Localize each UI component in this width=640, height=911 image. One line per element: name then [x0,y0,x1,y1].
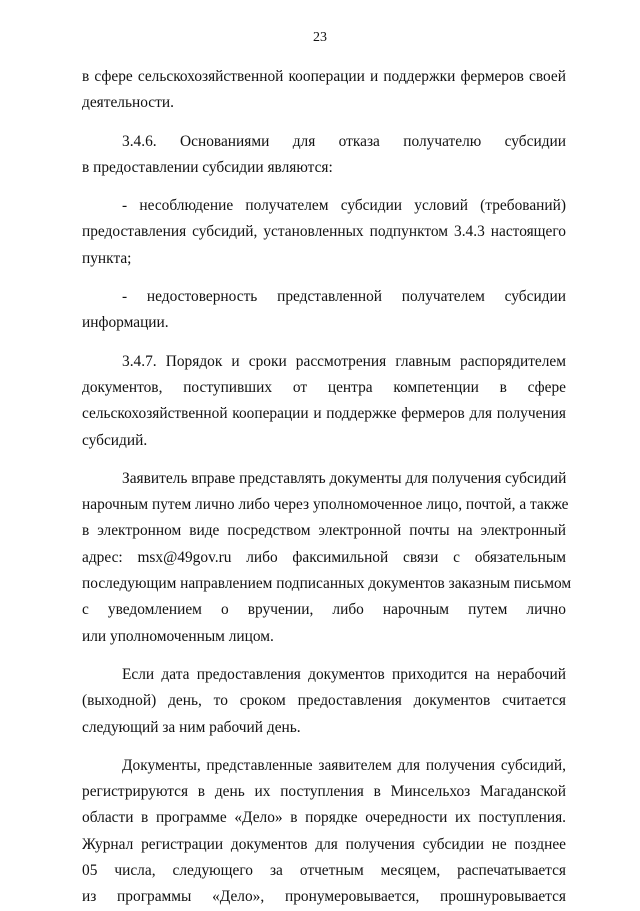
text-line: предоставления субсидий, установленных подпунктом 3.4.3 настоящего [82,223,566,241]
text-line: сельскохозяйственной кооперации и поддержке фермеров для получения [82,405,566,423]
text-line: с уведомлением о вручении, либо нарочным путем лично [82,601,566,619]
text-line: последующим направлением подписанных документов заказным письмом [82,575,572,593]
paragraph-inaccuracy [82,284,566,337]
text-line: документов, поступивших от центра компетенции в сфере [82,378,566,396]
text-line: в электронном виде посредством электронной почты на электронный [82,522,566,540]
text-line: 3.4.6. Основаниями для отказа получателю субсидии [122,132,566,150]
text-line: субсидий. [82,431,148,449]
text-line: Журнал регистрации документов для получения субсидии не позднее [82,835,566,853]
text-line: из программы «Дело», пронумеровывается, прошнуровывается [82,888,566,906]
paragraph-registration [82,753,566,911]
paragraph-submission [82,466,572,650]
text-line: пункта; [82,249,132,267]
text-line: (выходной) день, то сроком предоставления документов считается [82,692,566,710]
text-line: нарочным путем лично либо через уполномоченное лицо, почтой, а также [82,496,569,514]
text-line: Заявитель вправе представлять документы для получения субсидий [122,469,567,487]
text-line: Если дата предоставления документов приходится на нерабочий [122,665,566,683]
paragraph-gap [82,650,566,662]
paragraph-gap [82,337,566,349]
paragraph-gap [82,741,566,753]
text-line: области в программе «Дело» в порядке очередности их поступления. [82,809,566,827]
page-number: 23 [313,30,327,45]
paragraph-gap [82,454,566,466]
text-line: 3.4.7. Порядок и сроки рассмотрения главным распорядителем [122,352,566,370]
text-line: следующий за ним рабочий день. [82,718,301,736]
paragraph-continuation [82,64,566,117]
paragraph-non-working-day [82,662,566,741]
text-line: или уполномоченным лицом. [82,627,274,645]
document-body [82,64,572,911]
paragraph-gap [82,117,566,129]
text-line: в предоставлении субсидии являются: [82,158,333,176]
paragraph-3-4-6 [82,129,566,182]
text-line: регистрируются в день их поступления в Минсельхоз Магаданской [82,783,566,801]
paragraph-gap [82,272,566,284]
text-line: Документы, представленные заявителем для получения субсидий, [122,756,566,774]
text-line: - недостоверность представленной получателем субсидии [122,288,566,306]
text-line: в сфере сельскохозяйственной кооперации и поддержки фермеров своей [82,68,566,85]
text-line: деятельности. [82,94,174,112]
paragraph-3-4-7 [82,349,566,454]
paragraph-gap [82,181,566,193]
paragraph-nonconformity [82,193,566,272]
text-line: информации. [82,314,169,332]
text-line: 05 числа, следующего за отчетным месяцем, распечатывается [82,862,566,880]
text-line: адрес: msx@49gov.ru либо факсимильной связи с обязательным [82,548,566,566]
text-line: - несоблюдение получателем субсидии условий (требований) [122,197,566,215]
